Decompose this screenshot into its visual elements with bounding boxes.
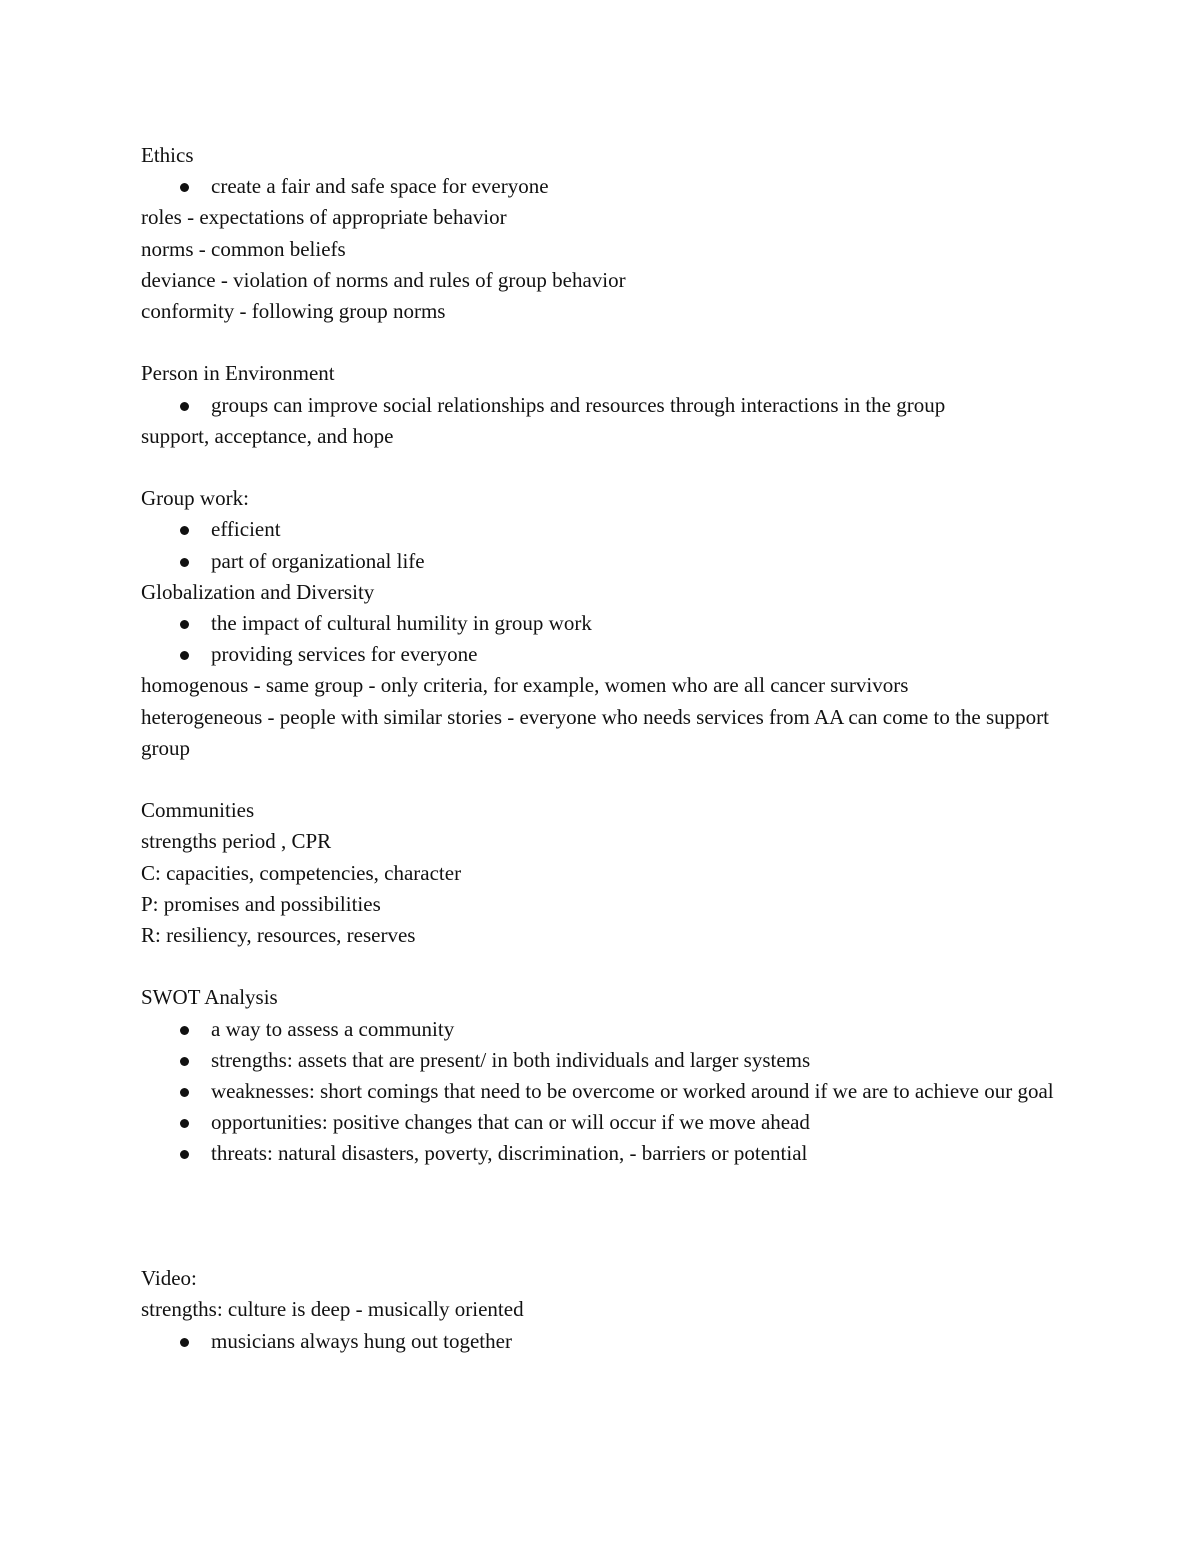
bullet-icon — [180, 183, 189, 192]
bullet-icon — [180, 1150, 189, 1159]
document-page — [141, 140, 1071, 1357]
text-line: strengths: culture is deep - musically oriented — [141, 1297, 524, 1322]
bullet-icon — [180, 1338, 189, 1347]
text-line: norms - common beliefs — [141, 236, 346, 261]
bullet-icon — [180, 1057, 189, 1066]
text-line: roles - expectations of appropriate behavior — [141, 205, 507, 230]
bullet-text: weaknesses: short comings that need to be overcome or worked around if we are to achieve our goal — [211, 1079, 1054, 1104]
text-line: R: resiliency, resources, reserves — [141, 923, 416, 948]
spacer — [141, 951, 1071, 982]
bullet-text: opportunities: positive changes that can or will occur if we move ahead — [211, 1110, 810, 1135]
bullet-text: groups can improve social relationships and resources through interactions in the group — [211, 392, 946, 417]
list-item — [141, 514, 1071, 545]
globalization-bullet-list — [141, 608, 1071, 670]
text-line: support, acceptance, and hope — [141, 423, 394, 448]
group-work-bullet-list — [141, 514, 1071, 576]
bullet-text: a way to assess a community — [211, 1016, 455, 1041]
bullet-icon — [180, 402, 189, 411]
list-item — [141, 1138, 1071, 1169]
list-item — [141, 1076, 1071, 1107]
bullet-text: providing services for everyone — [211, 642, 478, 667]
bullet-text: threats: natural disasters, poverty, discrimination, - barriers or potential — [211, 1141, 808, 1166]
bullet-icon — [180, 651, 189, 660]
list-item — [141, 639, 1071, 670]
spacer — [141, 452, 1071, 483]
bullet-icon — [180, 1119, 189, 1128]
bullet-icon — [180, 526, 189, 535]
communities-heading: Communities — [141, 798, 255, 823]
video-heading: Video: — [141, 1266, 197, 1291]
spacer — [141, 1170, 1071, 1264]
bullet-text: the impact of cultural humility in group work — [211, 611, 592, 636]
list-item — [141, 1107, 1071, 1138]
list-item — [141, 1045, 1071, 1076]
list-item — [141, 1326, 1071, 1357]
list-item — [141, 608, 1071, 639]
ethics-bullet-list — [141, 171, 1071, 202]
text-line: deviance - violation of norms and rules of group behavior — [141, 267, 626, 292]
bullet-text: part of organizational life — [211, 548, 425, 573]
ethics-heading: Ethics — [141, 143, 194, 167]
bullet-text: strengths: assets that are present/ in both individuals and larger systems — [211, 1047, 811, 1072]
bullet-text: efficient — [211, 517, 281, 542]
text-line: C: capacities, competencies, character — [141, 860, 462, 885]
group-work-heading: Group work: — [141, 486, 249, 511]
bullet-icon — [180, 1088, 189, 1097]
text-line: P: promises and possibilities — [141, 891, 381, 916]
globalization-heading: Globalization and Diversity — [141, 579, 375, 604]
video-bullet-list — [141, 1326, 1071, 1357]
swot-bullet-list — [141, 1014, 1071, 1170]
spacer — [141, 327, 1071, 358]
list-item — [141, 546, 1071, 577]
list-item — [141, 1014, 1071, 1045]
text-line: strengths period , CPR — [141, 829, 332, 854]
person-in-environment-bullet-list — [141, 390, 1071, 421]
list-item — [141, 171, 1071, 202]
spacer — [141, 764, 1071, 795]
bullet-text: create a fair and safe space for everyone — [211, 174, 549, 199]
bullet-icon — [180, 620, 189, 629]
bullet-icon — [180, 558, 189, 567]
bullet-text: musicians always hung out together — [211, 1328, 512, 1353]
text-line: heterogeneous - people with similar stories - everyone who needs services from AA can come to the support group — [141, 704, 1055, 760]
person-in-environment-heading: Person in Environment — [141, 361, 335, 386]
text-line: conformity - following group norms — [141, 299, 446, 324]
list-item — [141, 390, 1071, 421]
text-line: homogenous - same group - only criteria, for example, women who are all cancer survivors — [141, 673, 909, 698]
bullet-icon — [180, 1026, 189, 1035]
swot-heading: SWOT Analysis — [141, 985, 278, 1010]
